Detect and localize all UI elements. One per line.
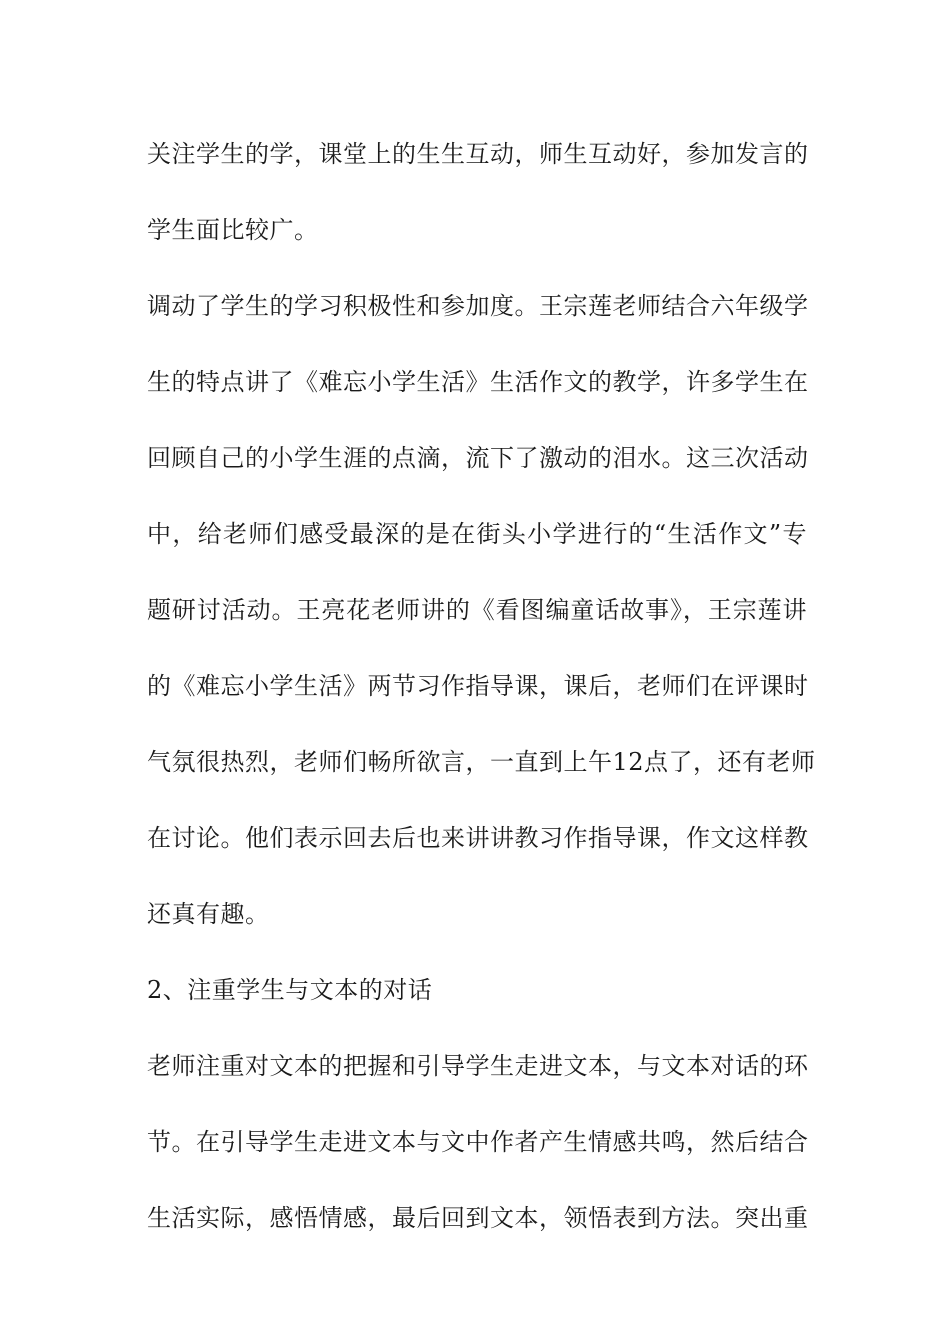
section-heading: 2、注重学生与文本的对话	[147, 976, 433, 1004]
paragraph-3-line-3: 生活实际，感悟情感，最后回到文本，领悟表到方法。突出重	[147, 1204, 809, 1232]
paragraph-3-line-2: 节。在引导学生走进文本与文中作者产生情感共鸣，然后结合	[147, 1128, 809, 1156]
paragraph-2-line-9: 还真有趣。	[147, 900, 270, 928]
paragraph-2-line-8: 在讨论。他们表示回去后也来讲讲教习作指导课，作文这样教	[147, 824, 809, 852]
paragraph-2-line-5: 题研讨活动。王亮花老师讲的《看图编童话故事》，王宗莲讲	[147, 596, 807, 624]
paragraph-2-line-1: 调动了学生的学习积极性和参加度。王宗莲老师结合六年级学	[147, 292, 809, 320]
paragraph-2-line-2: 生的特点讲了《难忘小学生活》生活作文的教学，许多学生在	[147, 368, 809, 396]
paragraph-2-line-6: 的《难忘小学生活》两节习作指导课，课后，老师们在评课时	[147, 672, 809, 700]
paragraph-2-line-3: 回顾自己的小学生涯的点滴，流下了激动的泪水。这三次活动	[147, 444, 809, 472]
paragraph-2-line-4: 中，给老师们感受最深的是在街头小学进行的“生活作文”专	[147, 520, 807, 548]
paragraph-2-line-7: 气氛很热烈，老师们畅所欲言，一直到上午12点了，还有老师	[147, 748, 816, 776]
paragraph-1-line-2: 学生面比较广。	[147, 216, 319, 244]
paragraph-1-line-1: 关注学生的学，课堂上的生生互动，师生互动好，参加发言的	[147, 140, 809, 168]
paragraph-3-line-1: 老师注重对文本的把握和引导学生走进文本，与文本对话的环	[147, 1052, 809, 1080]
